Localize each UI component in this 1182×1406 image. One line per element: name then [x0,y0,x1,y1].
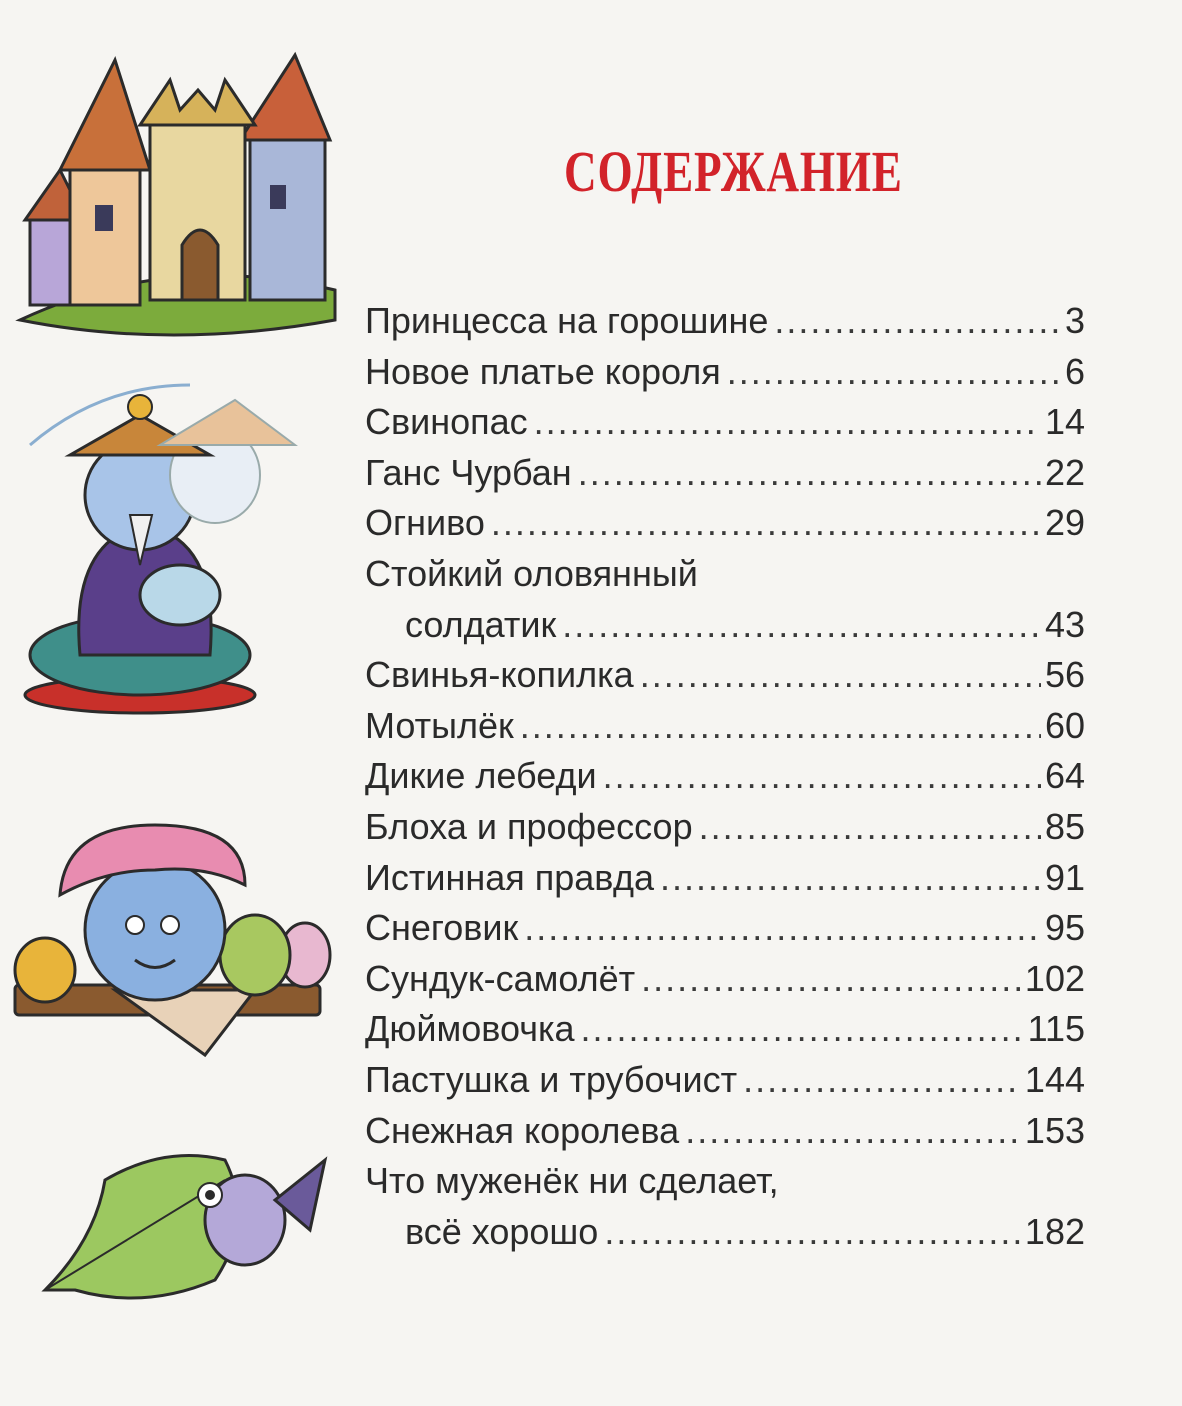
toc-entry-title: Снеговик [365,907,519,949]
toc-entry [365,701,1085,752]
toc-entry [365,448,1085,499]
dot-leader [685,1106,1021,1157]
toc-page-number: 91 [1044,856,1085,898]
toc-page-number: 182 [1024,1210,1085,1252]
page-title: СОДЕРЖАНИЕ [564,139,903,204]
toc-page-number: 64 [1044,755,1085,797]
toc-entry-title: Свинопас [365,401,528,443]
toc-entry [365,954,1085,1005]
toc-page-number: 14 [1044,401,1085,443]
toc-page-number: 3 [1064,300,1085,341]
teapot-and-pillows-illustration [5,815,335,1060]
toc-entry-title: Дюймовочка [365,1008,575,1050]
toc-page-number: 95 [1044,907,1085,949]
dot-leader [727,347,1061,398]
toc-page-number: 115 [1027,1008,1085,1050]
toc-entry-title: Принцесса на горошине [365,300,769,341]
toc-page-number: 29 [1044,502,1085,544]
dot-leader [520,701,1041,752]
toc-entry [365,903,1085,954]
toc-entry [365,296,1085,347]
toc-entry [365,549,1085,600]
mouse-with-leaf-illustration [35,1140,335,1310]
toc-entry-title-cont: всё хорошо [405,1210,599,1252]
toc-entry-title: Снежная королева [365,1109,680,1151]
toc-entry [365,650,1085,701]
toc-entry [365,1055,1085,1106]
toc-entry [365,1156,1085,1207]
dot-leader [491,498,1041,549]
dot-leader [699,802,1041,853]
toc-entry-title: Сундук-самолёт [365,957,636,999]
toc-entry [365,397,1085,448]
toc-entry-title: Свинья-копилка [365,654,634,696]
toc-entry-title: Огниво [365,502,485,544]
dot-leader [641,954,1021,1005]
toc-entry-title: Ганс Чурбан [365,451,572,493]
toc-page-number: 22 [1044,451,1085,493]
toc-entry-title: Новое платье короля [365,350,721,392]
dot-leader [660,853,1041,904]
toc-page-number: 85 [1044,805,1085,847]
dot-leader [562,600,1041,651]
castle-illustration [0,20,340,340]
dot-leader [581,1004,1024,1055]
toc-page-number: 43 [1044,603,1085,645]
toc-entry-continuation [365,600,1085,651]
toc-entry-continuation [365,1207,1085,1258]
toc-entry [365,751,1085,802]
dot-leader [774,296,1061,347]
toc-entry-title-cont: солдатик [405,603,557,645]
toc-entry [365,853,1085,904]
dot-leader [578,448,1041,499]
toc-entry-title: Истинная правда [365,856,655,898]
toc-entry-title: Блоха и профессор [365,805,693,847]
toc-entry [365,1004,1085,1055]
toc-entry [365,802,1085,853]
toc-page-number: 153 [1024,1109,1085,1151]
dot-leader [524,903,1041,954]
toc-page-number: 6 [1064,350,1085,392]
mandarin-with-fan-illustration [10,375,340,720]
toc-page-number: 102 [1024,957,1085,999]
dot-leader [534,397,1041,448]
toc-page-number: 60 [1044,704,1085,746]
toc-entry-title: Пастушка и трубочист [365,1058,738,1100]
table-of-contents [365,296,1085,1257]
toc-entry-title: Дикие лебеди [365,755,597,797]
dot-leader [640,650,1041,701]
toc-page-number: 144 [1024,1058,1085,1100]
dot-leader [604,1207,1021,1258]
toc-entry-title: Что муженёк ни сделает, [365,1160,779,1202]
dot-leader [743,1055,1021,1106]
toc-page-number: 56 [1044,654,1085,696]
toc-entry-title: Мотылёк [365,704,514,746]
dot-leader [603,751,1041,802]
toc-entry [365,1106,1085,1157]
toc-entry [365,347,1085,398]
toc-entry-title: Стойкий оловянный [365,552,698,594]
toc-entry [365,498,1085,549]
